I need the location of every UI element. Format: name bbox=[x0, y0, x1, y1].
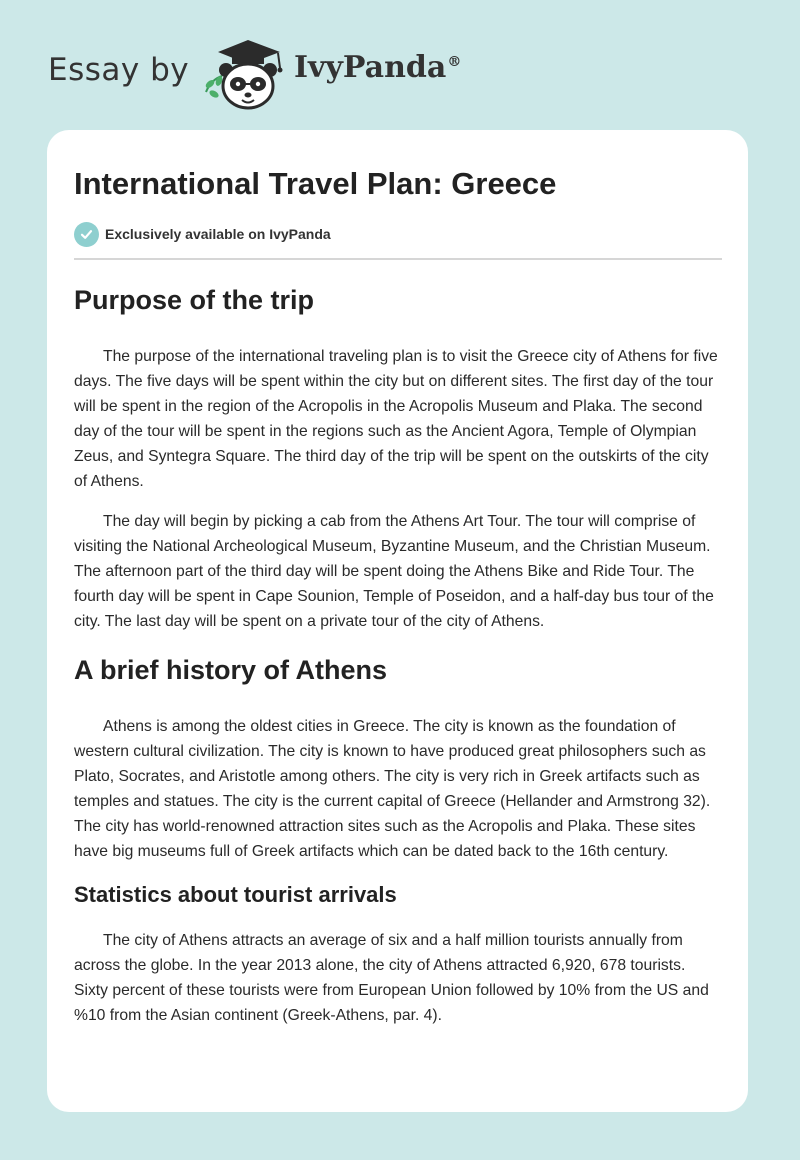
brand-name[interactable] bbox=[294, 50, 461, 85]
section-heading-history: A brief history of Athens bbox=[74, 655, 388, 685]
panda-logo-icon[interactable] bbox=[200, 34, 290, 114]
registered-mark: ® bbox=[447, 54, 462, 70]
exclusive-label: Exclusively available on IvyPanda bbox=[105, 226, 331, 242]
page-title: International Travel Plan: Greece bbox=[74, 166, 557, 201]
check-icon bbox=[74, 222, 99, 247]
essay-by-label: Essay by bbox=[48, 52, 190, 88]
section-heading-purpose: Purpose of the trip bbox=[74, 285, 315, 315]
paragraph: Athens is among the oldest cities in Greece. The city is known as the foundation of western cultural civilization. The city is known to have produced great philosophers such as Plato, Socrates, and Aristotle among others. The city is very rich in Greek artifacts such as temples and statues. The city is the current capital of Greece (Hellander and Armstrong 32). The city has world-renowned attraction sites such as the Acropolis and Plaka. These sites have big museums full of Greek artifacts which can be dated back to the 16th century. bbox=[74, 718, 711, 860]
exclusive-badge bbox=[74, 220, 722, 248]
brand-name-text: IvyPanda bbox=[294, 50, 447, 85]
paragraph: The purpose of the international traveling plan is to visit the Greece city of Athens for five days. The five days will be spent within the city but on different sites. The first day of the tour will be spent in the region of the Acropolis in the Acropolis Museum and Plaka. The second day of the tour will be spent in the regions such as the Ancient Agora, Temple of Olympian Zeus, and Syntegra Square. The third day of the trip will be spent on the outskirts of the city of Athens. bbox=[74, 348, 718, 490]
paragraph: The city of Athens attracts an average of six and a half million tourists annually from across the globe. In the year 2013 alone, the city of Athens attracted 6,920, 678 tourists. Sixty percent of these tourists were from European Union followed by 10% from the US and %10 from the Asian continent (Greek-Athens, par. 4). bbox=[74, 932, 709, 1024]
site-header bbox=[48, 28, 488, 118]
title-divider bbox=[74, 258, 722, 260]
paragraph: The day will begin by picking a cab from the Athens Art Tour. The tour will comprise of visiting the National Archeological Museum, Byzantine Museum, and the Christian Museum. The afternoon part of the third day will be spent doing the Athens Bike and Ride Tour. The fourth day will be spent in Cape Sounion, Temple of Poseidon, and a half-day bus tour of the city. The last day will be spent on a private tour of the city of Athens. bbox=[74, 513, 714, 630]
section-heading-statistics: Statistics about tourist arrivals bbox=[74, 882, 397, 907]
essay-card bbox=[47, 130, 748, 1112]
